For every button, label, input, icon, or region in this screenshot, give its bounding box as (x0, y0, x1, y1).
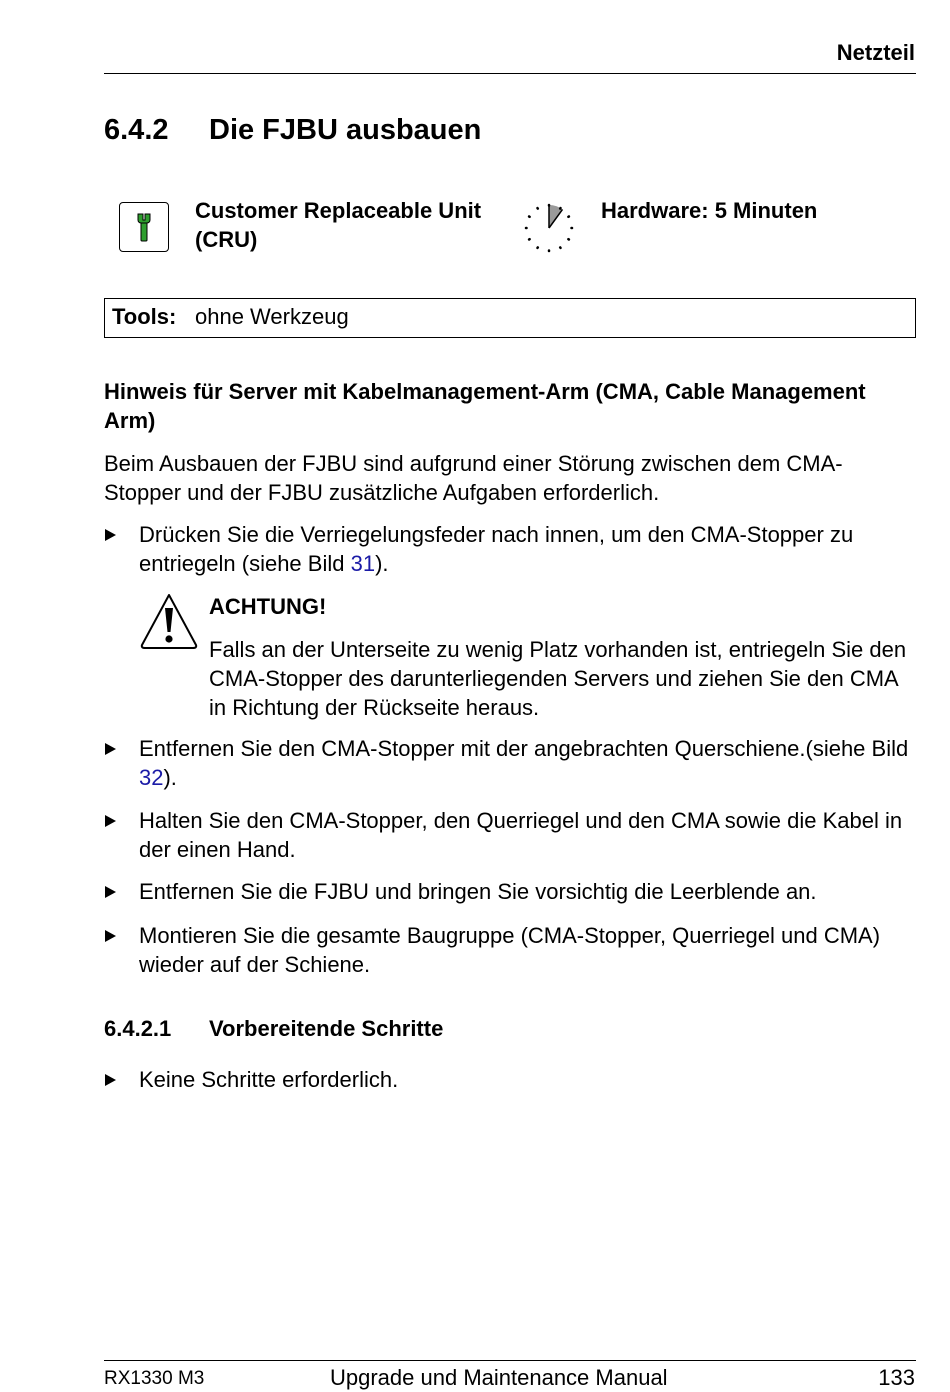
header-rule (104, 73, 916, 74)
bullet-arrow-icon (105, 529, 116, 541)
footer-rule (104, 1360, 916, 1361)
bullet-arrow-icon (105, 930, 116, 942)
footer-title: Upgrade und Maintenance Manual (330, 1365, 668, 1390)
step-4: Entfernen Sie die FJBU und bringen Sie vorsichtig die Leerblende an. (139, 879, 817, 904)
tools-value: ohne Werkzeug (195, 304, 349, 329)
bullet-arrow-icon (105, 743, 116, 755)
tools-label: Tools: (112, 304, 177, 329)
note-heading: Hinweis für Server mit Kabelmanagement-Arm (CMA, Cable Management Arm) (104, 379, 866, 433)
footer-model: RX1330 M3 (104, 1368, 205, 1389)
step-3: Halten Sie den CMA-Stopper, den Querriegel und den CMA sowie die Kabel in der einen Hand. (139, 808, 903, 862)
figure-link-31[interactable]: 31 (350, 551, 376, 576)
note-body: Beim Ausbauen der FJBU sind aufgrund einer Störung zwischen dem CMA-Stopper und der FJBU zusätzliche Aufgaben erforderlich. (104, 451, 843, 505)
cru-label: Customer Replaceable Unit (CRU) (195, 198, 482, 252)
wrench-icon (119, 202, 169, 252)
running-header: Netzteil (836, 40, 915, 65)
subsection-step: Keine Schritte erforderlich. (139, 1067, 399, 1092)
subsection-title: Vorbereitende Schritte (209, 1016, 444, 1041)
step-2: Entfernen Sie den CMA-Stopper mit der angebrachten Querschiene.(siehe Bild 32). (139, 736, 909, 790)
clock-icon (522, 201, 576, 255)
section-number: 6.4.2 (104, 114, 169, 146)
bullet-arrow-icon (105, 886, 116, 898)
bullet-arrow-icon (105, 1074, 116, 1086)
figure-link-32[interactable]: 32 (139, 765, 164, 790)
step-1: Drücken Sie die Verriegelungsfeder nach innen, um den CMA-Stopper zu entriegeln (siehe Bild 31). (139, 522, 854, 576)
hardware-time-label: Hardware: 5 Minuten (601, 198, 818, 223)
warning-icon (138, 592, 200, 650)
warning-text: Falls an der Unterseite zu wenig Platz vorhanden ist, entriegeln Sie den CMA-Stopper des darunterliegenden Servers und ziehen Sie den CMA in Richtung der Rückseite heraus. (209, 637, 907, 720)
page-number: 133 (878, 1365, 915, 1390)
step-5: Montieren Sie die gesamte Baugruppe (CMA-Stopper, Querriegel und CMA) wieder auf der Schiene. (139, 923, 881, 977)
subsection-number: 6.4.2.1 (104, 1016, 172, 1041)
section-title: Die FJBU ausbauen (209, 114, 482, 146)
tools-box (104, 298, 916, 338)
bullet-arrow-icon (105, 815, 116, 827)
warning-title: ACHTUNG! (209, 594, 327, 619)
